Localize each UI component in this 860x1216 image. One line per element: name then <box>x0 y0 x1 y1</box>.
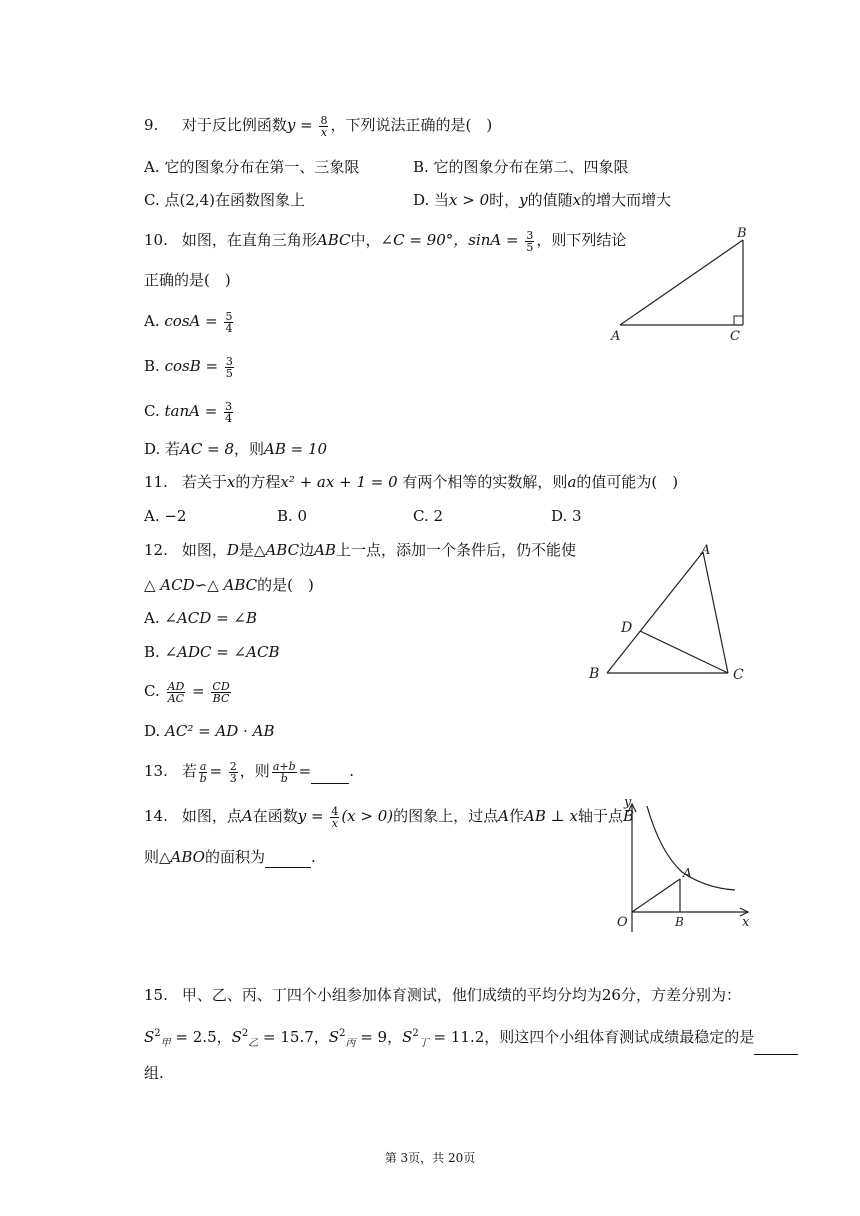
q13-number: 13. <box>144 762 168 780</box>
q10-label-b: B <box>737 226 747 241</box>
q12-option-b: B. ∠ADC = ∠ACB <box>144 643 280 661</box>
q14-graph-figure <box>610 792 760 942</box>
q10-right-angle-mark <box>734 316 743 325</box>
q12-option-c: C. $\frac{AD}{AC}$ = $\frac{CD}{BC}$ <box>144 679 230 705</box>
q10-number: 10. <box>144 231 168 249</box>
q12-segment-cd <box>640 631 728 673</box>
q9-fraction: $\frac{8}{x}$ <box>320 113 328 139</box>
q11-option-a: A. −2 <box>144 507 187 525</box>
q15-stem: 15. 甲、乙、丙、丁四个小组参加体育测试，他们成绩的平均分均为26分，方差分别为： <box>144 986 741 1004</box>
q15-answer-blank[interactable] <box>754 1038 798 1055</box>
q10-side-ab <box>620 240 743 325</box>
q12-number: 12. <box>144 541 168 559</box>
q13-answer-blank[interactable] <box>311 767 349 784</box>
q12-triangle-figure <box>585 540 755 686</box>
q12-label-b: B <box>589 666 600 682</box>
q14-answer-blank[interactable] <box>265 851 311 868</box>
q10-stem: 10. 如图，在直角三角形ABC中，∠C = 90°，sinA = $\frac{3}{5}$ ，则下列结论 <box>144 228 627 254</box>
q10-label-a: A <box>611 329 621 344</box>
q9-number: 9. <box>144 116 159 134</box>
q10-stem-line2: 正确的是( ) <box>144 271 231 289</box>
q10-option-a: A. cosA = $\frac{5}{4}$ <box>144 309 233 335</box>
q10-option-d: D. 若AC = 8，则AB = 10 <box>144 440 328 458</box>
q12-label-c: C <box>733 667 744 683</box>
q13-stem: 13. 若 $\frac{a}{b}$ = $\frac{2}{3}$ ，则 $\frac{a+b}{b}$ = . <box>144 759 354 785</box>
q14-stem: 14. 如图，点A在函数y = $\frac{4}{x}$ (x > 0)的图象上，过点A作AB ⊥ x轴于点B <box>144 804 635 830</box>
q9-option-d: D. 当x > 0时，y的值随x的增大而增大 <box>413 191 672 209</box>
q15-stem-line3: 组. <box>144 1064 164 1082</box>
q12-label-a: A <box>701 543 711 558</box>
q10-option-c: C. tanA = $\frac{3}{4}$ <box>144 399 233 425</box>
q9-option-a: A. 它的图象分布在第一、三象限 <box>144 158 360 176</box>
q14-label-o: O <box>617 915 628 930</box>
q12-label-d: D <box>621 620 633 636</box>
q10-option-b: B. cosB = $\frac{3}{5}$ <box>144 354 233 380</box>
q14-label-x: x <box>742 915 750 930</box>
q11-number: 11. <box>144 473 168 491</box>
q9-stem: 9. 对于反比例函数y = $\frac{8}{x}$ ，下列说法正确的是( ) <box>144 113 493 139</box>
q12-stem-line2: △ ACD∽△ ABC的是( ) <box>144 576 314 594</box>
q9-option-b: B. 它的图象分布在第二、四象限 <box>413 158 629 176</box>
q9-option-c: C. 点(2,4)在函数图象上 <box>144 191 306 209</box>
q12-stem: 12. 如图，D是△ABC边AB上一点，添加一个条件后，仍不能使 <box>144 541 576 559</box>
q14-stem-line2: 则△ABO的面积为 . <box>144 848 316 866</box>
q14-label-y: y <box>624 795 632 810</box>
q15-variances: $S^2_甲 = 2.5$，$S^2_乙 = 15.7$，$S^2_丙 = 9$，$S^2_丁 = 11.2$，则这四个小组体育测试成绩最稳定的是 <box>144 1023 798 1055</box>
q12-option-a: A. ∠ACD = ∠B <box>144 609 257 627</box>
page-footer: 第 3页，共 20页 <box>384 1151 476 1165</box>
q15-number: 15. <box>144 986 168 1004</box>
q14-number: 14. <box>144 807 168 825</box>
q11-option-c: C. 2 <box>413 507 444 525</box>
q14-label-b: B <box>675 915 684 929</box>
q11-option-d: D. 3 <box>551 507 582 525</box>
q11-option-b: B. 0 <box>277 507 308 525</box>
q10-label-c: C <box>730 329 740 344</box>
q12-option-d: D. AC² = AD · AB <box>144 722 275 740</box>
q14-label-a: A <box>683 866 692 880</box>
q11-stem: 11. 若关于x的方程x² + ax + 1 = 0 有两个相等的实数解，则a的值可能为( ) <box>144 473 679 491</box>
q12-side-ac <box>703 552 728 673</box>
q10-triangle-figure <box>605 222 765 346</box>
q14-segment-oa <box>632 879 680 912</box>
